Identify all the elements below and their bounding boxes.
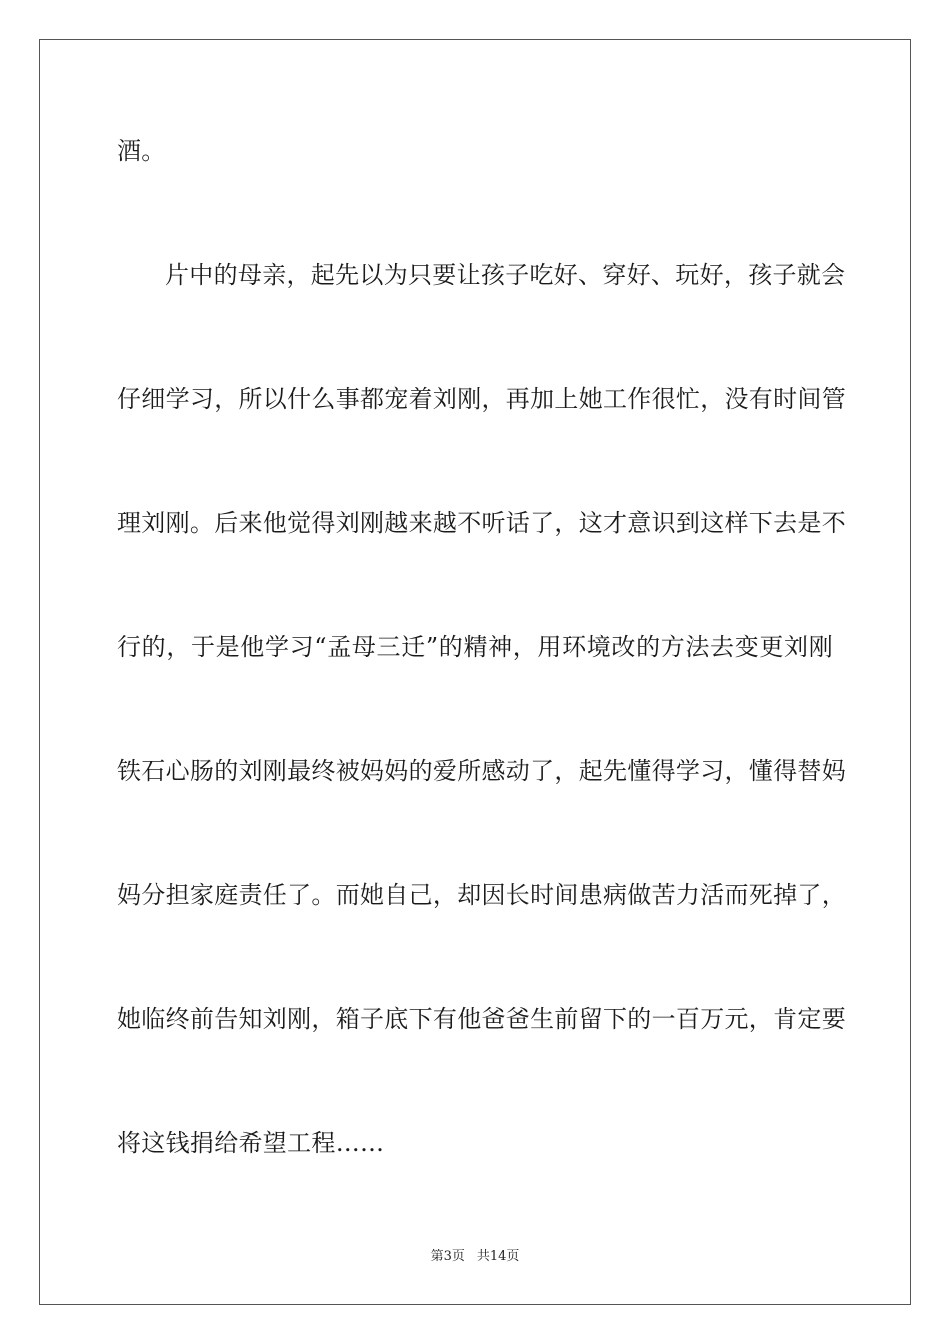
text-line: 妈分担家庭责任了。而她自己，却因长时间患病做苦力活而死掉了， — [117, 881, 846, 909]
text-line: 酒。 — [117, 137, 166, 165]
text-line: 仔细学习，所以什么事都宠着刘刚，再加上她工作很忙，没有时间管 — [117, 385, 846, 413]
paragraph-first-line: 片中的母亲，起先以为只要让孩子吃好、穿好、玩好，孩子就会 — [165, 261, 846, 289]
page-footer — [0, 1248, 950, 1266]
text-line: 她临终前告知刘刚，箱子底下有他爸爸生前留下的一百万元，肯定要 — [117, 1005, 846, 1033]
page-number: 第3页 — [430, 1249, 465, 1264]
text-line: 理刘刚。后来他觉得刘刚越来越不听话了，这才意识到这样下去是不 — [117, 509, 846, 537]
page-border — [39, 39, 911, 1305]
text-line: 将这钱捐给希望工程…… — [117, 1129, 385, 1157]
text-line: 行的，于是他学习“孟母三迁”的精神，用环境改的方法去变更刘刚 — [117, 633, 833, 661]
page-total: 共14页 — [476, 1249, 520, 1264]
text-line: 铁石心肠的刘刚最终被妈妈的爱所感动了，起先懂得学习，懂得替妈 — [117, 757, 846, 785]
